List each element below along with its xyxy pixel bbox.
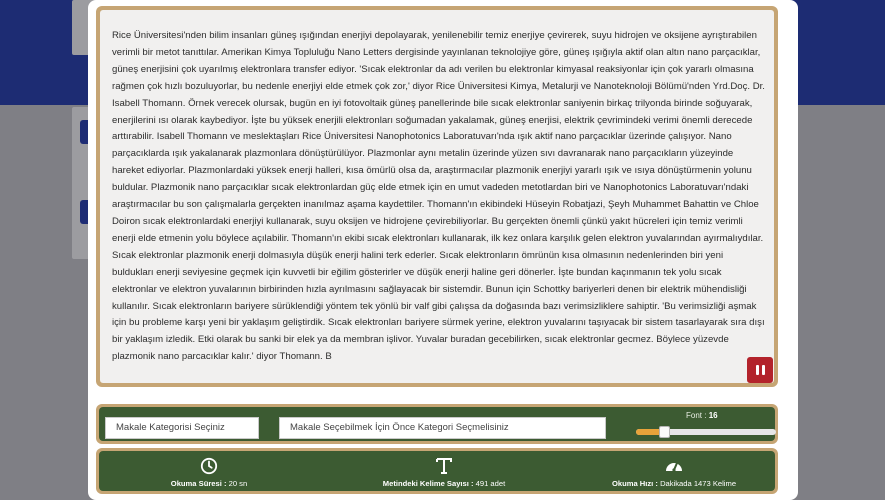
font-size-value: 16 xyxy=(708,411,718,420)
pause-icon xyxy=(754,365,766,375)
article-select[interactable]: Makale Seçebilmek İçin Önce Kategori Seçmelisiniz xyxy=(279,417,606,439)
word-count-value: 491 adet xyxy=(475,479,506,488)
article-text: Rice Üniversitesi'nden bilim insanları güneş ışığından enerjiyi depolayarak, yenilenebilir temiz enerjiye çevirerek, suyu hidrojen ve oksijene ayrıştırabilen verimli bir metot tanıttılar. Amerikan Kimya Topluluğu Nano Letters dergisinde yayınlanan teknolojiye göre, güneş ışığıyla aktif olan altın nano parçacıklar, güneş enerjisini çok uyarılmış elektronlara transfer ediyor. 'Sıcak elektronlar da adı verilen bu elektronlar kimyasal reaksiyonlar için çok yararlı olmasına rağmen çok hızlı bozuluyorlar, bu nedenle enerjiyi elde etmek çok zor,' diyor Rice Üniversitesi Kimya, Metalurji ve Nanoteknoloji Bölümü'nden Yrd.Doç. Dr. Isabell Thomann. Örnek verecek olursak, bugün en iyi fotovoltaik güneş panellerinde bile sıcak elektronlar saniyenin birkaç trilyonda birinde soğuyarak, enerjilerini ısı olarak kaybediyor. İşte bu yüksek enerjili elektronları soğumadan yakalamak, güneş enerjisi, elektrik çevrimindeki verimi önemli derecede arttırabilir. Isabell Thomann ve meslektaşları Rice Üniversitesi Nanophotonics Laboratuvarı'nda ışık aktif nano parçacıklar üzerinde çalışıyor. Nano parçacıklarda ışık yakalanarak plazmonlara dönüştürülüyor. Plazmonlar aynı metalin üzerinde yüzen sıvı davranarak nano parçacıkların yüzeyinde hareket ediyorlar. Plazmonlardaki yüksek enerji halleri, kısa ömürlü olsa da, araştırmacılar plazmonik enerjiyi yararlı ışık ve ısıya dönüştürmenin yolunu buldular. Plazmonik nano parçacıklar sıcak elektronlardan güç elde etmek için en umut vadeden metotlardan biri ve Nanophotonics Laboratuvarı'ndaki araştırmacılar bu son çalışmalarla gerçekten inanılmaz aşama kaydettiler. Thomann'ın ekibindeki Hüseyin Robatjazi, Şeyh Muhammet Bahattin ve Chloe Doiron sıcak elektronlardaki enerjiyi kullanarak, suyu oksijen ve hidrojene çevirebiliyorlar. Bu gerçekten önemli çünkü yakıt hücreleri için temiz verimli enerji elde etmenin yolu böylece açılabilir. Thomann'ın ekibi sıcak elektronları kullanarak, ilk kez onlara karşılık gelen elektron yuvalarından ayırmalıydılar. Sıcak elektronlar plazmonik enerji dolmasıyla düşük enerji halini terk ederler. Sıcak elektronların ömrünün kısa olmasının nedenlerinden biri yeni buldukları enerji seviyesine geçmek için kuvvetli bir eğilim gösterirler ve düşük enerji haline geri dönerler. İşte bundan kaçınmanın tek yolu sıcak elektronlar ve elektron yuvalarının birbirinden hızla ayrılmasını sağlayacak bir sistemdir. Bunun için Schottky bariyerleri denen bir elektrik mühendisliği kullanılır. Sıcak elektronların bariyere sürüklendiği yöntem tek yönlü bir valf gibi çalışsa da doğasında bazı verimsizliklere sahiptir. 'Bu verimsizliği aşmak için bu probleme karşı yeni bir yaklaşım geliştirdik. Sıcak elektronları bariyere sürmek yerine, elektron yuvalarını taşıyacak bir sistem tasarlayarak sıra dışı bir yaklaşım izledik. Etki olarak bu sanki bir elek ya da membran işlivor. Yuvalar buradan gecebilirken, sıcak elektronlar gecmez. Böylece yüzevde plazmonik nano parcacıklar kalır.' diyor Thomann. B xyxy=(112,30,765,363)
article-panel[interactable] xyxy=(100,10,774,383)
article-frame xyxy=(96,6,778,387)
word-count-label: Metindeki Kelime Sayısı : xyxy=(382,479,474,488)
reading-time-value: 20 sn xyxy=(228,479,248,488)
font-size-slider[interactable] xyxy=(636,429,776,435)
reading-speed-label: Okuma Hızı : xyxy=(611,479,658,488)
font-size-label: Font : 16 xyxy=(686,411,718,420)
text-icon xyxy=(434,456,454,476)
speedometer-icon xyxy=(664,456,684,476)
reading-time-label: Okuma Süresi : xyxy=(170,479,227,488)
stats-bar xyxy=(96,448,778,494)
category-select[interactable]: Makale Kategorisi Seçiniz xyxy=(105,417,259,439)
reading-modal xyxy=(88,0,798,500)
word-count-stat xyxy=(354,451,534,491)
font-size-slider-thumb[interactable] xyxy=(659,426,670,438)
reading-speed-value: Dakikada 1473 Kelime xyxy=(660,479,737,488)
clock-icon xyxy=(200,456,218,476)
pause-button[interactable] xyxy=(747,357,773,383)
controls-bar xyxy=(96,404,778,444)
reading-speed-stat xyxy=(594,451,754,491)
reading-time-stat xyxy=(139,451,279,491)
